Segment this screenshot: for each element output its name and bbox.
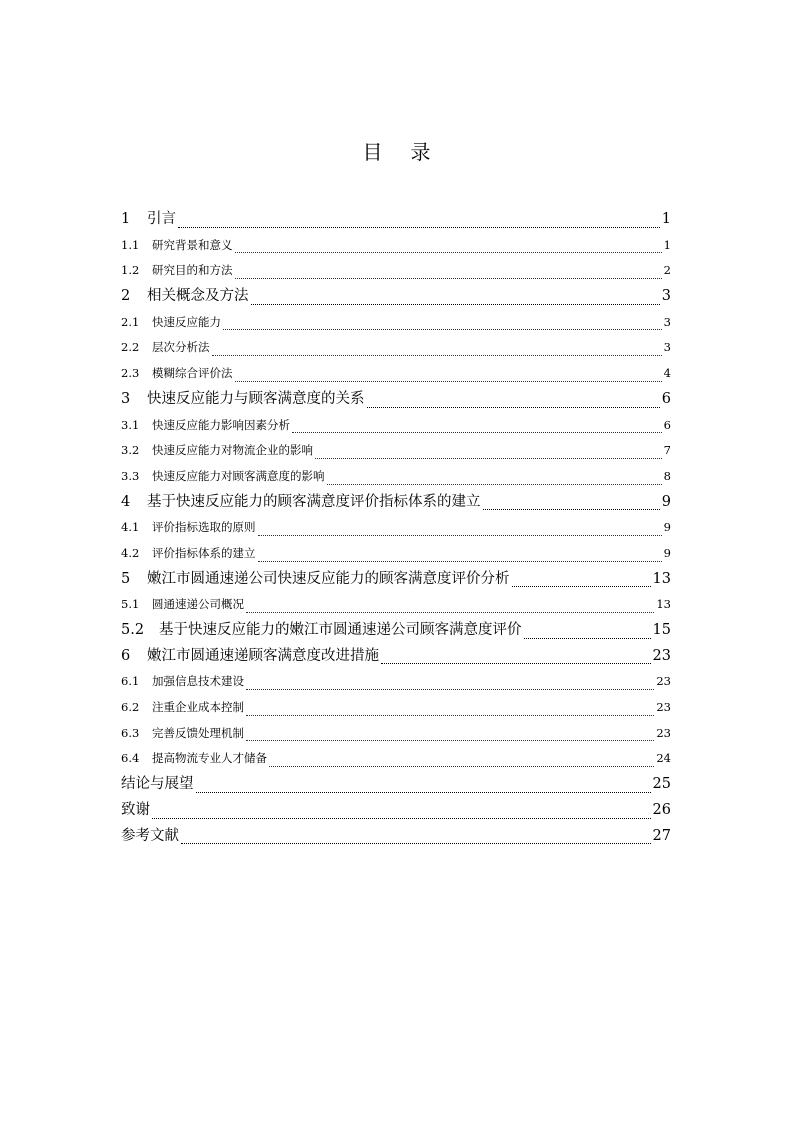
toc-entry-page: 2 (663, 263, 671, 278)
toc-entry[interactable] (121, 695, 671, 721)
toc-entry-page: 23 (656, 700, 671, 715)
dot-leader (181, 839, 651, 849)
toc-entry-page: 3 (663, 340, 671, 355)
toc-entry[interactable] (121, 387, 671, 413)
dot-leader (258, 531, 662, 541)
toc-entry-number: 3.1 (121, 417, 140, 432)
toc-entry-page: 24 (656, 751, 671, 766)
toc-entry-title: 基于快速反应能力的顾客满意度评价指标体系的建立 (147, 493, 481, 510)
dot-leader (246, 608, 654, 618)
toc-entry-page: 25 (652, 776, 671, 793)
toc-entry-number: 4 (121, 493, 131, 510)
toc-entry-number: 5 (121, 570, 131, 587)
toc-entry[interactable] (121, 310, 671, 336)
toc-entry[interactable] (121, 644, 671, 670)
toc-entry-title: 评价指标体系的建立 (152, 545, 256, 560)
toc-entry-page: 6 (663, 417, 671, 432)
toc-entry-number: 1 (121, 211, 131, 227)
dot-leader (235, 274, 662, 284)
dot-leader (235, 248, 662, 258)
toc-heading: 目录 (362, 140, 459, 164)
toc-entry-number: 3.3 (121, 468, 140, 483)
toc-entry-title: 快速反应能力 (152, 314, 221, 329)
dot-leader (315, 454, 662, 464)
toc-entry-title: 圆通速递公司概况 (152, 597, 244, 612)
toc-entry-title: 引言 (147, 211, 176, 227)
toc-entry-title: 注重企业成本控制 (152, 700, 244, 715)
toc-entry[interactable] (121, 669, 671, 695)
toc-entry-title: 评价指标选取的原则 (152, 520, 256, 535)
toc-entry-title: 基于快速反应能力的嫩江市圆通速递公司顾客满意度评价 (159, 622, 522, 638)
toc-entry-page: 1 (663, 237, 671, 252)
toc-entry[interactable] (121, 207, 671, 233)
dot-leader (246, 736, 654, 746)
toc-entry-title: 快速反应能力对顾客满意度的影响 (152, 468, 325, 483)
toc-entry-page: 6 (661, 390, 671, 407)
toc-entry[interactable] (121, 772, 671, 798)
toc-entry-number: 2.1 (121, 314, 140, 329)
toc-entry-title: 提高物流专业人才储备 (152, 751, 267, 766)
toc-entry-title: 完善反馈处理机制 (152, 725, 244, 740)
dot-leader (178, 223, 660, 233)
toc-entry-title: 模糊综合评价法 (152, 366, 233, 381)
dot-leader (269, 762, 654, 772)
toc-entry-title: 研究背景和意义 (152, 237, 233, 252)
toc-entry[interactable] (121, 464, 671, 490)
toc-entry[interactable] (121, 721, 671, 747)
toc-entry[interactable] (121, 567, 671, 593)
dot-leader (483, 505, 660, 515)
dot-leader (246, 711, 654, 721)
dot-leader (235, 377, 662, 387)
toc-entry[interactable] (121, 335, 671, 361)
toc-entry-title: 研究目的和方法 (152, 263, 233, 278)
toc-entry-page: 23 (656, 674, 671, 689)
toc-entry[interactable] (121, 746, 671, 772)
toc-entry-page: 27 (652, 827, 671, 844)
toc-entry-title: 结论与展望 (121, 776, 194, 793)
toc-entry-page: 26 (652, 801, 671, 818)
toc-entry[interactable] (121, 798, 671, 824)
dot-leader (258, 557, 662, 567)
toc-entry[interactable] (121, 438, 671, 464)
toc-entry-number: 5.1 (121, 597, 140, 612)
dot-leader (246, 685, 654, 695)
dot-leader (292, 428, 662, 438)
toc-entry-title: 嫩江市圆通速递顾客满意度改进措施 (147, 647, 379, 664)
toc-entry-page: 8 (663, 468, 671, 483)
dot-leader (223, 325, 662, 335)
dot-leader (327, 480, 662, 490)
dot-leader (196, 788, 651, 798)
toc-entry[interactable] (121, 233, 671, 259)
dot-leader (212, 351, 662, 361)
dot-leader (152, 814, 651, 824)
toc-entry-number: 6.4 (121, 751, 140, 766)
toc-entry-title: 致谢 (121, 801, 150, 818)
toc-entry-title: 快速反应能力影响因素分析 (152, 417, 290, 432)
toc-entry[interactable] (121, 258, 671, 284)
toc-entry-title: 快速反应能力与顾客满意度的关系 (147, 390, 365, 407)
toc-entry-number: 2.2 (121, 340, 140, 355)
toc-entry-title: 层次分析法 (152, 340, 210, 355)
toc-entry-page: 13 (656, 597, 671, 612)
dot-leader (251, 300, 660, 310)
toc-entry[interactable] (121, 824, 671, 850)
toc-entry-number: 3 (121, 390, 131, 407)
toc-entry[interactable] (121, 592, 671, 618)
toc-entry[interactable] (121, 618, 671, 644)
toc-entry[interactable] (121, 413, 671, 439)
toc-entry-title: 相关概念及方法 (147, 288, 249, 305)
toc-entry-number: 2 (121, 288, 131, 305)
toc-entry-number: 4.1 (121, 520, 140, 535)
toc-entry-title: 快速反应能力对物流企业的影响 (152, 443, 313, 458)
toc-entry-title: 参考文献 (121, 827, 179, 844)
toc-entry-number: 6.2 (121, 700, 140, 715)
toc-entry-number: 6.3 (121, 725, 140, 740)
toc-entry-number: 6.1 (121, 674, 140, 689)
toc-entry-page: 9 (663, 545, 671, 560)
toc-entry-page: 7 (663, 443, 671, 458)
toc-entry[interactable] (121, 541, 671, 567)
dot-leader (512, 582, 651, 592)
toc-list (121, 207, 671, 849)
dot-leader (381, 659, 651, 669)
toc-entry-page: 15 (652, 622, 671, 638)
toc-entry-page: 23 (652, 647, 671, 664)
toc-entry-number: 3.2 (121, 443, 140, 458)
toc-entry-title: 嫩江市圆通速递公司快速反应能力的顾客满意度评价分析 (147, 570, 510, 587)
dot-leader (367, 403, 660, 413)
toc-entry[interactable] (121, 284, 671, 310)
toc-entry-page: 23 (656, 725, 671, 740)
toc-entry-number: 6 (121, 647, 131, 664)
toc-entry-number: 4.2 (121, 545, 140, 560)
toc-entry-page: 9 (663, 520, 671, 535)
toc-entry[interactable] (121, 361, 671, 387)
toc-entry-number: 1.2 (121, 263, 140, 278)
toc-entry-page: 3 (663, 314, 671, 329)
toc-entry-number: 5.2 (121, 622, 145, 638)
toc-entry-page: 9 (661, 493, 671, 510)
dot-leader (524, 634, 651, 644)
toc-entry[interactable] (121, 490, 671, 516)
toc-entry[interactable] (121, 515, 671, 541)
toc-entry-number: 2.3 (121, 366, 140, 381)
toc-entry-title: 加强信息技术建设 (152, 674, 244, 689)
toc-entry-page: 1 (661, 211, 671, 227)
toc-entry-page: 3 (661, 288, 671, 305)
toc-entry-page: 4 (663, 366, 671, 381)
toc-entry-page: 13 (652, 570, 671, 587)
toc-entry-number: 1.1 (121, 237, 140, 252)
